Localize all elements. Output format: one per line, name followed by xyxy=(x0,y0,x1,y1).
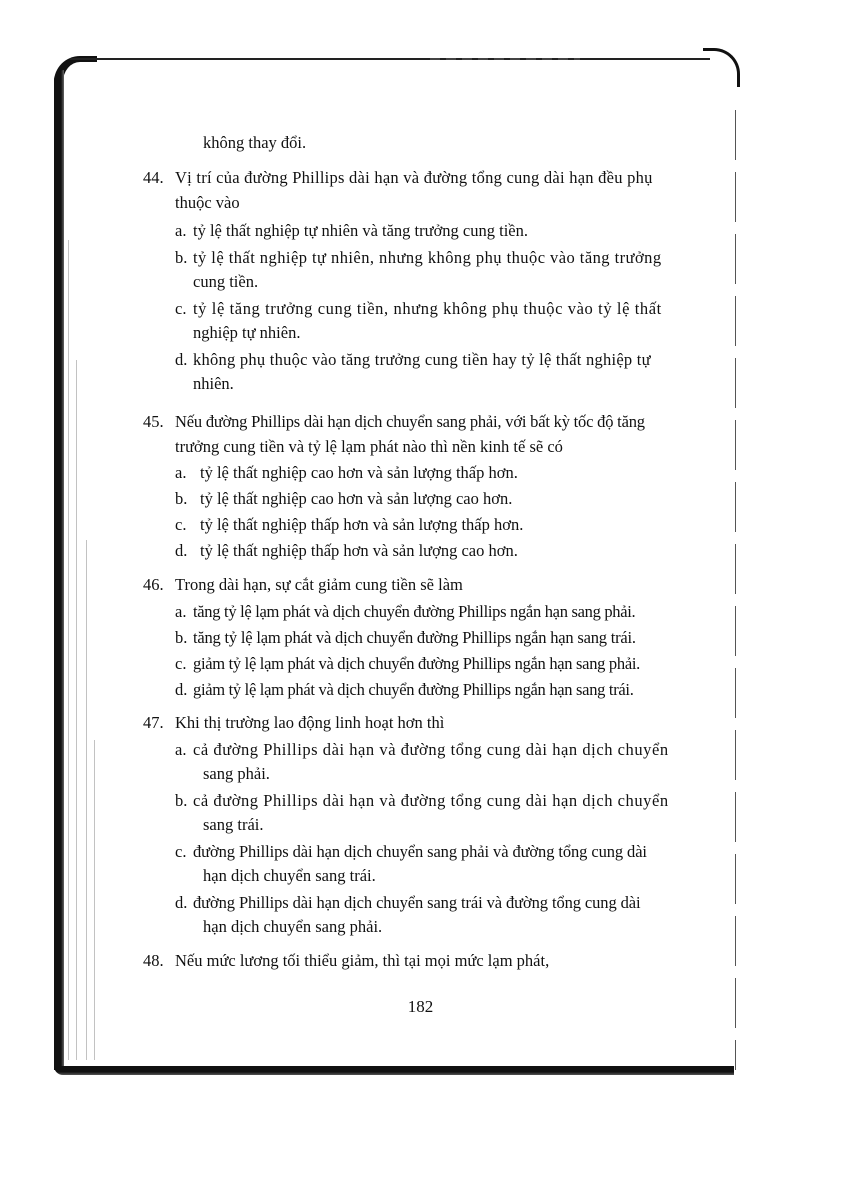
option-letter: a. xyxy=(175,463,187,482)
question-number: 44. xyxy=(143,168,164,187)
option-text: sang trái. xyxy=(203,815,264,834)
option-letter: b. xyxy=(175,248,188,267)
page-frame-top-edge xyxy=(70,58,710,60)
page-frame-top-dash xyxy=(430,58,580,60)
page-frame-corner-right xyxy=(703,48,740,87)
intro-line: không thay đổi. xyxy=(203,133,307,152)
option-text: hạn dịch chuyển sang phải. xyxy=(203,917,383,936)
option-text: nhiên. xyxy=(193,374,234,393)
option-letter: c. xyxy=(175,515,187,534)
option-text: tỷ lệ thất nghiệp cao hơn và sản lượng thấp hơn. xyxy=(200,463,518,482)
option-letter: b. xyxy=(175,628,188,647)
option-text: đường Phillips dài hạn dịch chuyển sang trái và đường tổng cung dài xyxy=(193,893,641,912)
option-letter: d. xyxy=(175,680,188,699)
option-text: tăng tỷ lệ lạm phát và dịch chuyển đường Phillips ngắn hạn sang trái. xyxy=(193,628,636,647)
question-number: 45. xyxy=(143,412,164,431)
option-letter: d. xyxy=(175,350,188,369)
question-stem-line: Nếu mức lương tối thiểu giảm, thì tại mọi mức lạm phát, xyxy=(175,951,550,970)
option-letter: b. xyxy=(175,489,188,508)
option-text: giảm tỷ lệ lạm phát và dịch chuyển đường Phillips ngắn hạn sang trái. xyxy=(193,680,634,699)
option-text: tỷ lệ thất nghiệp thấp hơn và sản lượng cao hơn. xyxy=(200,541,518,560)
scan-artifact-lines xyxy=(64,240,104,1060)
option-text: không phụ thuộc vào tăng trưởng cung tiền hay tỷ lệ thất nghiệp tự xyxy=(193,350,651,369)
option-letter: a. xyxy=(175,221,187,240)
question-stem-line: Nếu đường Phillips dài hạn dịch chuyển sang phải, với bất kỳ tốc độ tăng xyxy=(175,412,645,431)
option-text: tỷ lệ thất nghiệp tự nhiên và tăng trưởng cung tiền. xyxy=(193,221,528,240)
option-text: tỷ lệ thất nghiệp thấp hơn và sản lượng thấp hơn. xyxy=(200,515,524,534)
option-letter: d. xyxy=(175,893,188,912)
option-text: tỷ lệ tăng trưởng cung tiền, nhưng không phụ thuộc vào tỷ lệ thất xyxy=(193,299,662,318)
option-text: hạn dịch chuyển sang trái. xyxy=(203,866,376,885)
option-letter: a. xyxy=(175,740,187,759)
option-letter: b. xyxy=(175,791,188,810)
option-text: sang phải. xyxy=(203,764,270,783)
question-number: 46. xyxy=(143,575,164,594)
page-frame-bottom-edge xyxy=(54,1066,734,1075)
question-stem-line: Vị trí của đường Phillips dài hạn và đường tổng cung dài hạn đều phụ xyxy=(175,168,653,187)
option-text: cả đường Phillips dài hạn và đường tổng cung dài hạn dịch chuyển xyxy=(193,791,669,810)
option-text: cung tiền. xyxy=(193,272,259,291)
option-text: giảm tỷ lệ lạm phát và dịch chuyển đường Phillips ngắn hạn sang phải. xyxy=(193,654,640,673)
question-stem-line: trưởng cung tiền và tỷ lệ lạm phát nào thì nền kinh tế sẽ có xyxy=(175,437,563,456)
option-letter: c. xyxy=(175,842,187,861)
option-letter: a. xyxy=(175,602,187,621)
question-stem-line: thuộc vào xyxy=(175,193,240,212)
page-frame-left-edge xyxy=(54,70,64,1070)
page-number: 182 xyxy=(407,997,434,1016)
option-letter: d. xyxy=(175,541,188,560)
option-letter: c. xyxy=(175,654,187,673)
option-text: cả đường Phillips dài hạn và đường tổng cung dài hạn dịch chuyển xyxy=(193,740,669,759)
option-text: tỷ lệ thất nghiệp tự nhiên, nhưng không phụ thuộc vào tăng trưởng xyxy=(193,248,662,267)
option-text: nghiệp tự nhiên. xyxy=(193,323,301,342)
option-text: đường Phillips dài hạn dịch chuyển sang phải và đường tổng cung dài xyxy=(193,842,647,861)
option-text: tăng tỷ lệ lạm phát và dịch chuyển đường Phillips ngắn hạn sang phải. xyxy=(193,602,636,621)
page-frame-right-edge xyxy=(735,110,736,1070)
question-number: 48. xyxy=(143,951,164,970)
question-stem-line: Trong dài hạn, sự cắt giảm cung tiền sẽ làm xyxy=(175,575,463,594)
question-number: 47. xyxy=(143,713,164,732)
option-text: tỷ lệ thất nghiệp cao hơn và sản lượng cao hơn. xyxy=(200,489,513,508)
question-stem-line: Khi thị trường lao động linh hoạt hơn thì xyxy=(175,713,445,732)
option-letter: c. xyxy=(175,299,187,318)
